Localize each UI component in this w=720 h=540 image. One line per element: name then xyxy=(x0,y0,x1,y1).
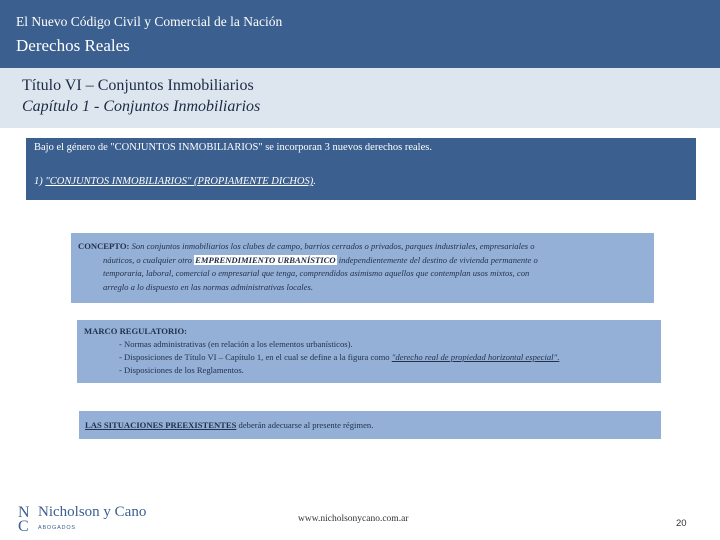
concepto-box xyxy=(71,233,654,303)
conjuntos-label: "CONJUNTOS INMOBILIARIOS" (PROPIAMENTE DICHOS) xyxy=(45,176,314,187)
marco-item-2-quote: "derecho real de propiedad horizontal especial" xyxy=(391,352,558,362)
concepto-text-2b: independientemente del destino de vivienda permanente o xyxy=(336,254,538,265)
slide-header xyxy=(0,0,720,68)
page-number: 20 xyxy=(676,518,687,529)
situaciones-text: deberán adecuarse al presente régimen. xyxy=(236,420,374,430)
slide-subheader xyxy=(0,68,720,128)
concepto-label: CONCEPTO: xyxy=(78,241,130,251)
situaciones-box xyxy=(79,411,661,439)
intro-line: Bajo el género de "CONJUNTOS INMOBILIARIOS" se incorporan 3 nuevos derechos reales. xyxy=(34,142,432,153)
conjuntos-period: . xyxy=(313,176,316,187)
marco-item-1: - Normas administrativas (en relación a los elementos urbanísticos). xyxy=(119,339,353,349)
concepto-text-3: temporaria, laboral, comercial o empresarial que tenga, comprendidos asimismo aquellos que contemplan usos mixtos, con xyxy=(103,268,530,278)
marco-label: MARCO REGULATORIO: xyxy=(84,326,188,336)
emprendimiento-highlight: EMPRENDIMIENTO URBANÍSTICO xyxy=(195,254,336,265)
logo-letter-c: C xyxy=(18,518,29,535)
marco-item-2-text: - Disposiciones de Título VI – Capítulo 1, en el cual se define a la figura como xyxy=(119,352,392,362)
logo-letter-n: N xyxy=(18,504,30,521)
course-title: El Nuevo Código Civil y Comercial de la Nación xyxy=(16,14,283,29)
website-link[interactable]: www.nicholsonycano.com.ar xyxy=(298,514,409,524)
conjuntos-number: 1) xyxy=(34,176,46,187)
intro-box xyxy=(26,138,696,200)
concepto-text-1: Son conjuntos inmobiliarios los clubes de campo, barrios cerrados o privados, parques industriales, empresariales o xyxy=(129,241,535,251)
logo-subtitle: ABOGADOS xyxy=(38,525,76,531)
marco-item-2 xyxy=(119,351,559,364)
firm-logo xyxy=(14,504,164,536)
concepto-text-4: arreglo a lo dispuesto en las normas administrativas locales. xyxy=(103,281,313,292)
marco-list xyxy=(119,338,559,377)
titulo-heading: Título VI – Conjuntos Inmobiliarios xyxy=(22,77,254,94)
situaciones-label: LAS SITUACIONES PREEXISTENTES xyxy=(85,420,237,430)
section-title: Derechos Reales xyxy=(16,36,130,55)
capitulo-heading: Capítulo 1 - Conjuntos Inmobiliarios xyxy=(22,98,261,115)
marco-item-2-period: . xyxy=(557,352,560,362)
marco-item-3: - Disposiciones de los Reglamentos. xyxy=(119,365,244,375)
marco-regulatorio-box xyxy=(77,320,661,383)
conjuntos-heading xyxy=(34,176,316,187)
logo-firm-name: Nicholson y Cano xyxy=(38,504,147,520)
concepto-text-2a: náuticos, o cualquier otro xyxy=(103,254,195,265)
